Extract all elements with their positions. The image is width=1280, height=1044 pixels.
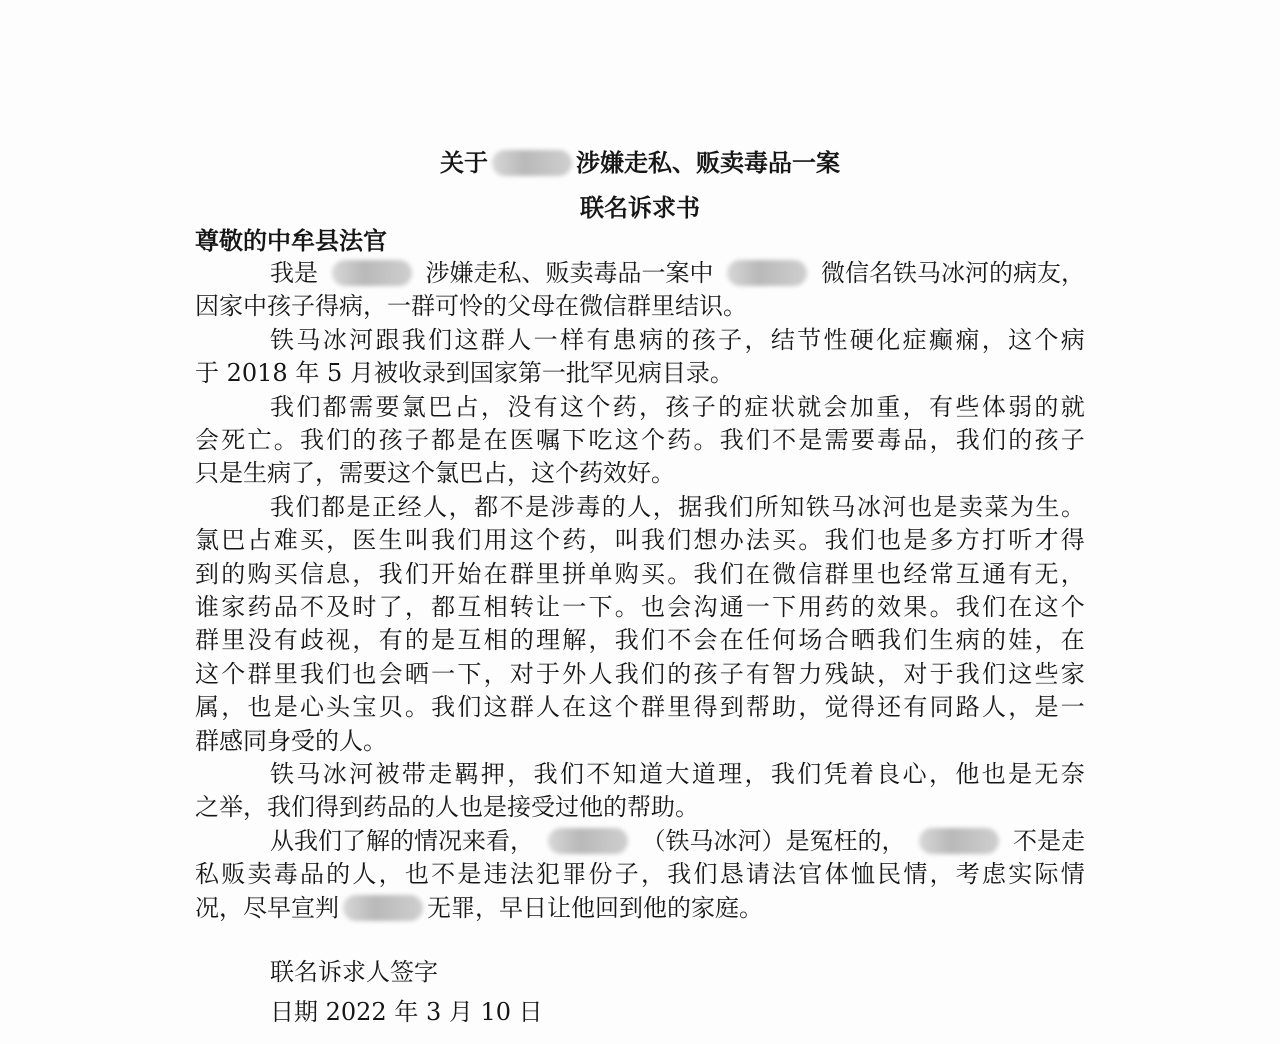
text-segment: （铁马冰河）是冤枉的， (641, 826, 906, 855)
text-line (195, 525, 1085, 555)
text-line (195, 625, 1085, 655)
text-segment: 只是生病了，需要这个氯巴占，这个药效好。 (195, 459, 675, 488)
text-segment: 群感同身受的人。 (195, 726, 387, 755)
text-segment: 铁 马 冰 河 被 带 走 羁 押 ， 我 们 不 知 道 大 道 理 ， 我 们 凭 着 良 心 ， 他 也 是 无 奈 (270, 760, 1085, 788)
document-subtitle: 联名诉求书 (580, 193, 700, 222)
text-line (195, 458, 1085, 488)
text-segment: 从我们了解的情况来看， (270, 826, 534, 855)
text-segment: 属 ， 也 是 心 头 宝 贝 。 我 们 这 群 人 在 这 个 群 里 得 到 帮 助 ， 觉 得 还 有 同 路 人 ， 是 一 (195, 693, 1085, 722)
text-line (195, 358, 1085, 388)
salutation: 尊敬的中牟县法官 (195, 226, 387, 255)
text-segment: 会 死 亡 。 我 们 的 孩 子 都 是 在 医 嘱 下 吃 这 个 药 。 我 们 不 是 需 要 毒 品 ， 我 们 的 孩 子 (195, 426, 1085, 454)
text-segment: 私 贩 卖 毒 品 的 人 ， 也 不 是 违 法 犯 罪 份 子 ， 我 们 恳 请 法 官 体 恤 民 情 ， 考 虑 实 际 情 (195, 860, 1085, 889)
signature-label: 联名诉求人签字 (270, 958, 438, 986)
text-segment: 之举，我们得到药品的人也是接受过他的帮助。 (195, 793, 699, 822)
text-line (195, 425, 1085, 455)
text-segment: 关于 (440, 148, 488, 177)
date-line: 日期 2022 年 3 月 10 日 (270, 998, 543, 1026)
text-line (195, 893, 1085, 923)
text-segment: 涉嫌走私、贩卖毒品一案 (576, 148, 840, 177)
redacted-name (492, 150, 572, 176)
redacted-name (343, 895, 423, 921)
text-segment: 我是 (270, 259, 318, 287)
text-line (195, 726, 1085, 756)
text-segment: 无罪，早日让他回到他的家庭。 (427, 893, 763, 922)
text-segment: 微信名铁马冰河的病友， (821, 259, 1085, 287)
text-line (270, 392, 1085, 422)
text-line (270, 325, 1085, 355)
text-segment: 涉嫌走私、贩卖毒品一案中 (425, 259, 714, 287)
text-line (195, 692, 1085, 722)
text-line (270, 492, 1085, 522)
text-segment: 谁 家 药 品 不 及 时 了 ， 都 互 相 转 让 一 下 。 也 会 沟 通 一 下 用 药 的 效 果 。 我 们 在 这 个 (195, 593, 1085, 621)
text-segment: 因家中孩子得病，一群可怜的父母在微信群里结识。 (195, 292, 747, 321)
text-line (195, 792, 1085, 822)
text-segment: 这 个 群 里 我 们 也 会 晒 一 下 ， 对 于 外 人 我 们 的 孩 子 有 智 力 残 缺 ， 对 于 我 们 这 些 家 (195, 659, 1085, 688)
text-segment: 我 们 都 需 要 氯 巴 占 ， 没 有 这 个 药 ， 孩 子 的 症 状 就 会 加 重 ， 有 些 体 弱 的 就 (270, 392, 1085, 421)
redacted-name (919, 828, 999, 854)
text-line (195, 592, 1085, 622)
text-segment: 氯 巴 占 难 买 ， 医 生 叫 我 们 用 这 个 药 ， 叫 我 们 想 办 法 买 。 我 们 也 是 多 方 打 听 才 得 (195, 526, 1085, 555)
redacted-name (332, 260, 412, 286)
text-line (270, 759, 1085, 789)
text-line (195, 859, 1085, 889)
text-line (195, 559, 1085, 589)
text-line (270, 826, 1085, 856)
text-line (270, 258, 1085, 288)
text-line (195, 291, 1085, 321)
text-segment: 于 2018 年 5 月被收录到国家第一批罕见病目录。 (195, 359, 734, 388)
redacted-name (548, 828, 628, 854)
document-title (0, 148, 1280, 178)
text-segment: 我 们 都 是 正 经 人 ， 都 不 是 涉 毒 的 人 ， 据 我 们 所 知 铁 马 冰 河 也 是 卖 菜 为 生 。 (270, 492, 1085, 521)
text-segment: 群 里 没 有 歧 视 ， 有 的 是 互 相 的 理 解 ， 我 们 不 会 在 任 何 场 合 晒 我 们 生 病 的 娃 ， 在 (195, 626, 1085, 655)
text-segment: 铁 马 冰 河 跟 我 们 这 群 人 一 样 有 患 病 的 孩 子 ， 结 节 性 硬 化 症 癫 痫 ， 这 个 病 (270, 325, 1085, 354)
redacted-name (727, 260, 807, 286)
text-segment: 况，尽早宣判 (195, 893, 339, 922)
text-segment: 不是走 (1013, 826, 1085, 855)
text-segment: 到 的 购 买 信 息 ， 我 们 开 始 在 群 里 拼 单 购 买 。 我 们 在 微 信 群 里 也 经 常 互 通 有 无 ， (195, 559, 1085, 588)
text-line (195, 659, 1085, 689)
